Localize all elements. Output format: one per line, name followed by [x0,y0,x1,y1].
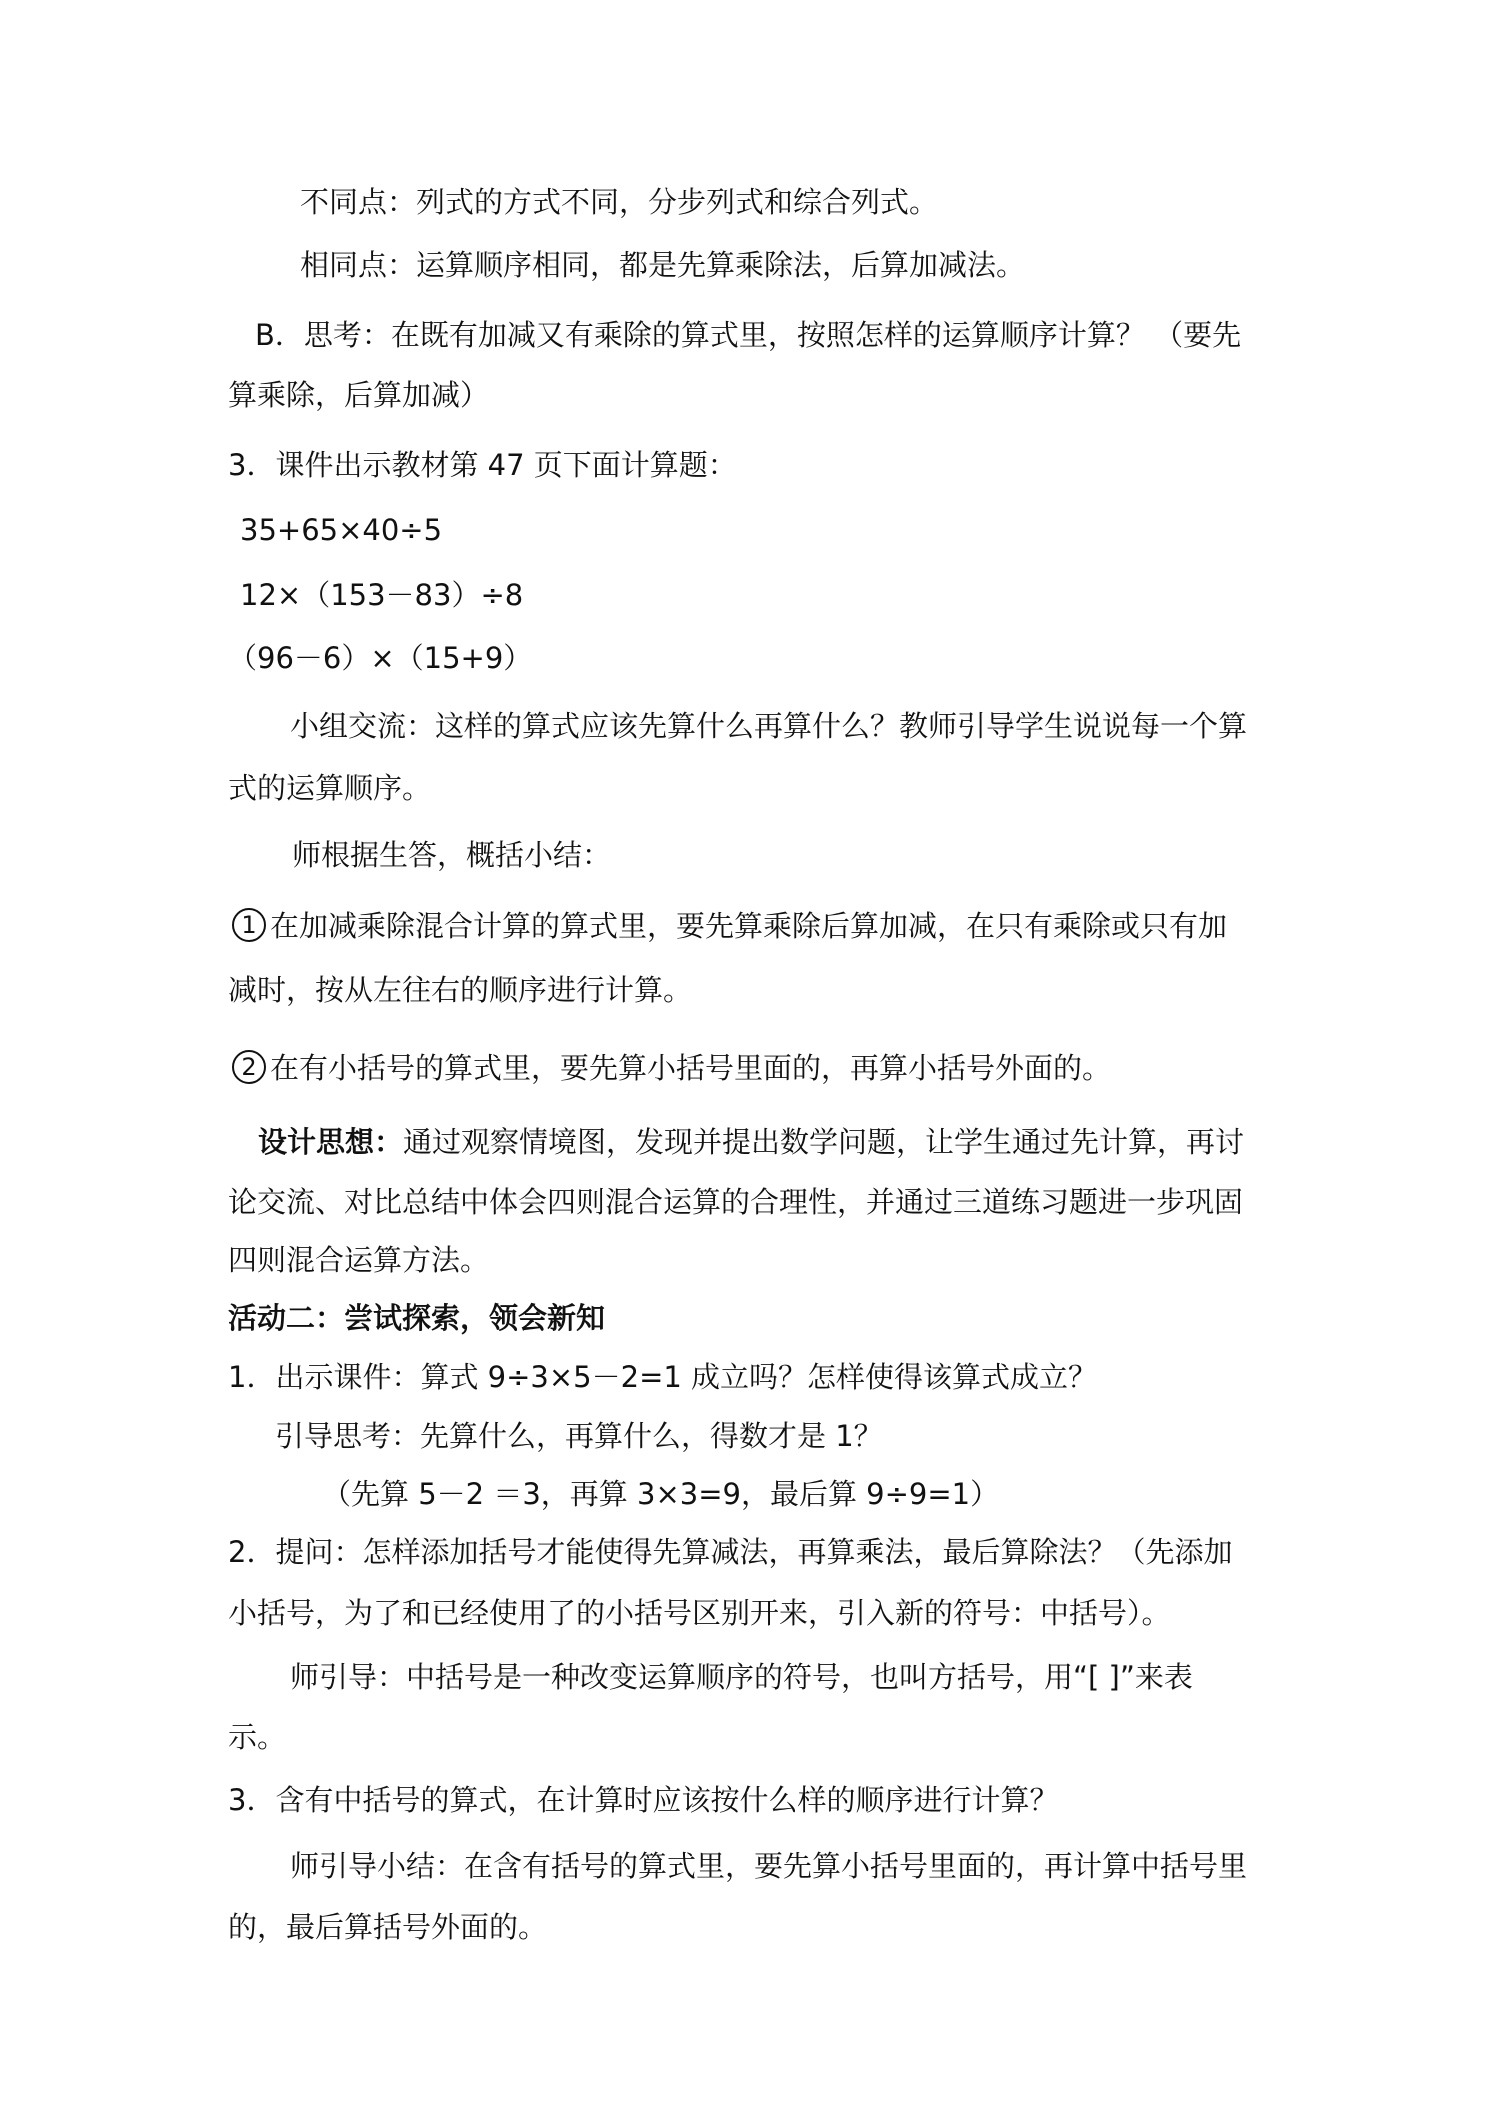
equation-line: 35+65×40÷5 [240,513,443,547]
paragraph-line: 师引导：中括号是一种改变运算顺序的符号，也叫方括号，用“[ ]”来表 [290,1660,1193,1694]
paragraph-line: B．思考：在既有加减又有乘除的算式里，按照怎样的运算顺序计算？ （要先 [255,318,1242,352]
paragraph-line: 师根据生答，概括小结： [292,838,612,872]
paragraph-line: 算乘除，后算加减） [228,378,490,412]
summary-item-1 [232,906,1227,946]
paragraph-line: 1．出示课件：算式 9÷3×5－2=1 成立吗？怎样使得该算式成立？ [228,1360,1098,1394]
paragraph-line: 2．提问：怎样添加括号才能使得先算减法，再算乘法，最后算除法？（先添加 [228,1535,1233,1569]
circled-number-icon: 1 [232,908,266,942]
paragraph-line: 引导思考：先算什么，再算什么，得数才是 1？ [275,1419,883,1453]
paragraph-line: 小括号，为了和已经使用了的小括号区别开来，引入新的符号：中括号）。 [228,1596,1171,1630]
paragraph-line: 不同点：列式的方式不同，分步列式和综合列式。 [300,185,939,219]
equation-line: 12×（153－83）÷8 [240,578,524,612]
summary-text: 在加减乘除混合计算的算式里，要先算乘除后算加减，在只有乘除或只有加 [270,909,1228,943]
summary-text: 在有小括号的算式里，要先算小括号里面的，再算小括号外面的。 [270,1051,1112,1085]
summary-item-2 [232,1048,1111,1088]
section-heading: 活动二：尝试探索，领会新知 [228,1301,606,1335]
paragraph-line: 的，最后算括号外面的。 [228,1910,548,1944]
paragraph-line: 减时，按从左往右的顺序进行计算。 [228,973,693,1007]
equation-line: （96－6）×（15+9） [228,641,533,675]
circled-number-icon: 2 [232,1050,266,1084]
design-idea-line [258,1122,1244,1162]
design-idea-label: 设计思想： [258,1125,404,1159]
paragraph-line: （先算 5－2 ＝3，再算 3×3=9，最后算 9÷9=1） [322,1477,1000,1511]
paragraph-line: 相同点：运算顺序相同，都是先算乘除法，后算加减法。 [300,248,1026,282]
design-idea-text: 通过观察情境图，发现并提出数学问题，让学生通过先计算，再讨 [403,1125,1245,1159]
paragraph-line: 四则混合运算方法。 [228,1243,490,1277]
paragraph-line: 示。 [228,1720,287,1754]
paragraph-line: 师引导小结：在含有括号的算式里，要先算小括号里面的，再计算中括号里 [290,1849,1248,1883]
paragraph-line: 式的运算顺序。 [228,771,432,805]
paragraph-line: 3．含有中括号的算式，在计算时应该按什么样的顺序进行计算？ [228,1783,1059,1817]
paragraph-line: 3．课件出示教材第 47 页下面计算题： [228,448,737,482]
paragraph-line: 论交流、对比总结中体会四则混合运算的合理性，并通过三道练习题进一步巩固 [228,1185,1244,1219]
paragraph-line: 小组交流：这样的算式应该先算什么再算什么？教师引导学生说说每一个算 [290,709,1248,743]
